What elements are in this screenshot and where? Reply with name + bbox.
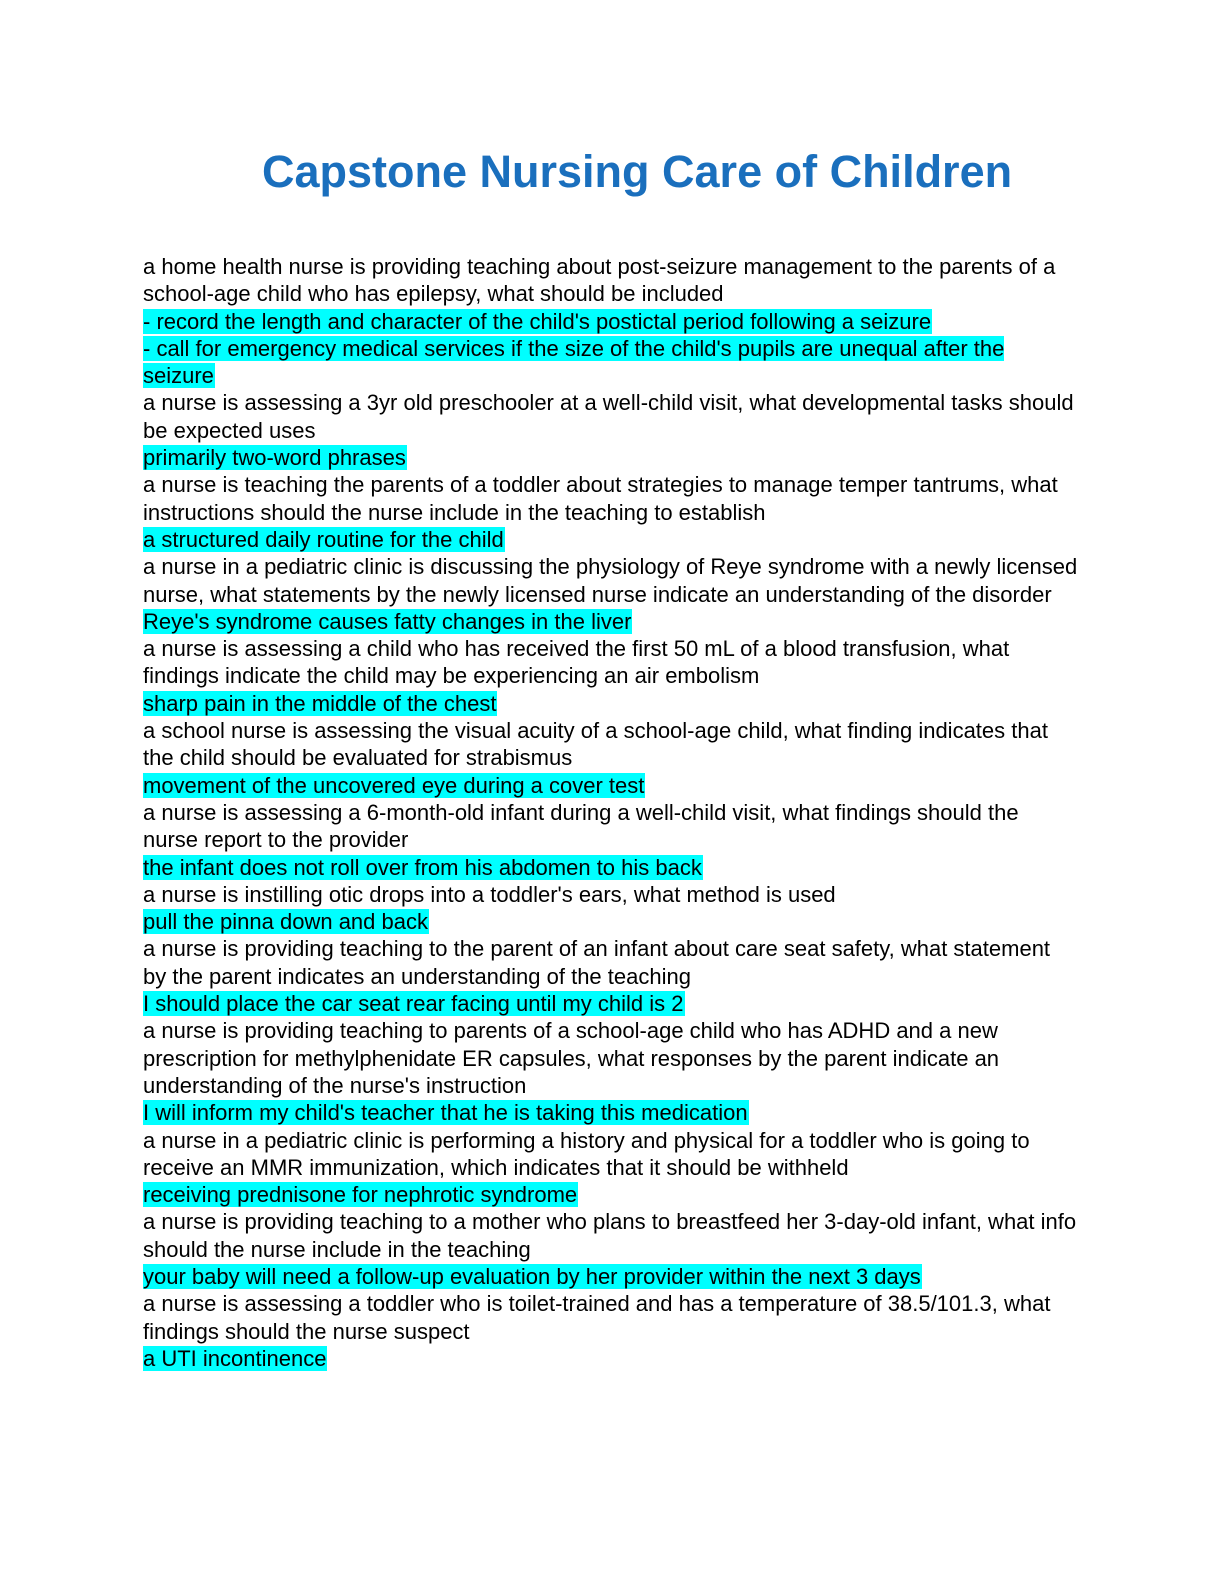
question-text: a home health nurse is providing teaching about post-seizure management to the parents of a school-age child who has epilepsy, what should be included bbox=[143, 254, 1056, 307]
question-text: a nurse is assessing a 3yr old preschooler at a well-child visit, what developmental tasks should be expected uses bbox=[143, 390, 1074, 443]
qa-item bbox=[143, 881, 1078, 936]
question-text: a nurse is teaching the parents of a toddler about strategies to manage temper tantrums, what instructions should the nurse include in the teaching to establish bbox=[143, 472, 1058, 525]
qa-item bbox=[143, 1017, 1078, 1126]
highlighted-answer: Reye's syndrome causes fatty changes in the liver bbox=[143, 608, 632, 634]
highlighted-answer: I should place the car seat rear facing until my child is 2 bbox=[143, 991, 684, 1017]
qa-item bbox=[143, 253, 1078, 389]
highlighted-answer: receiving prednisone for nephrotic syndrome bbox=[143, 1182, 578, 1208]
question-text: a nurse is assessing a 6-month-old infant during a well-child visit, what findings should the nurse report to the provider bbox=[143, 799, 1019, 853]
qa-item bbox=[143, 717, 1078, 799]
highlighted-answer: the infant does not roll over from his abdomen to his back bbox=[143, 854, 702, 880]
highlighted-answer: movement of the uncovered eye during a cover test bbox=[143, 772, 645, 798]
question-text: a nurse is assessing a child who has received the first 50 mL of a blood transfusion, what findings indicate the child may be experiencing an air embolism bbox=[143, 636, 1010, 689]
highlighted-answer: sharp pain in the middle of the chest bbox=[143, 690, 497, 716]
question-text: a school nurse is assessing the visual acuity of a school-age child, what finding indicates that the child should be evaluated for strabismus bbox=[143, 718, 1048, 771]
answer-line bbox=[143, 1263, 1078, 1290]
highlighted-answer: your baby will need a follow-up evaluation by her provider within the next 3 days bbox=[143, 1263, 921, 1289]
question-text: a nurse in a pediatric clinic is discussing the physiology of Reye syndrome with a newly licensed nurse, what statements by the newly licensed nurse indicate an understanding of the disorder bbox=[143, 554, 1078, 607]
question-text: a nurse is providing teaching to parents of a school-age child who has ADHD and a new prescription for methylphenidate ER capsules, what responses by the parent indicate an understanding of the nurse's instruction bbox=[143, 1018, 1000, 1098]
qa-item bbox=[143, 935, 1078, 1017]
answer-line bbox=[143, 308, 1078, 335]
answer-line bbox=[143, 990, 1078, 1017]
highlighted-answer: primarily two-word phrases bbox=[143, 445, 406, 471]
qa-item bbox=[143, 471, 1078, 553]
qa-item bbox=[143, 1127, 1078, 1209]
answer-line bbox=[143, 854, 1078, 881]
answer-line bbox=[143, 526, 1078, 553]
answer-line bbox=[143, 335, 1078, 390]
qa-item bbox=[143, 1208, 1078, 1290]
answer-line bbox=[143, 690, 1078, 717]
answer-line bbox=[143, 1345, 1078, 1372]
question-text: a nurse is providing teaching to a mother who plans to breastfeed her 3-day-old infant, what info should the nurse include in the teaching bbox=[143, 1209, 1077, 1262]
qa-list bbox=[143, 253, 1078, 1372]
qa-item bbox=[143, 553, 1078, 635]
question-text: a nurse is assessing a toddler who is toilet-trained and has a temperature of 38.5/101.3, what findings should the nurse suspect bbox=[143, 1291, 1051, 1344]
highlighted-answer: pull the pinna down and back bbox=[143, 909, 428, 935]
highlighted-answer: a UTI incontinence bbox=[143, 1345, 327, 1371]
qa-item bbox=[143, 635, 1078, 717]
question-text: a nurse is instilling otic drops into a toddler's ears, what method is used bbox=[143, 881, 836, 907]
answer-line bbox=[143, 1181, 1078, 1208]
qa-item bbox=[143, 389, 1078, 471]
answer-line bbox=[143, 1099, 1078, 1126]
qa-item bbox=[143, 799, 1078, 881]
highlighted-answer: - record the length and character of the child's postictal period following a seizure bbox=[143, 308, 932, 334]
highlighted-answer: I will inform my child's teacher that he is taking this medication bbox=[143, 1100, 748, 1126]
answer-line bbox=[143, 444, 1078, 471]
answer-line bbox=[143, 608, 1078, 635]
document-title: Capstone Nursing Care of Children bbox=[262, 146, 1013, 197]
highlighted-answer: a structured daily routine for the child bbox=[143, 526, 504, 552]
question-text: a nurse in a pediatric clinic is performing a history and physical for a toddler who is going to receive an MMR immunization, which indicates that it should be withheld bbox=[143, 1127, 1030, 1180]
answer-line bbox=[143, 772, 1078, 799]
highlighted-answer: - call for emergency medical services if the size of the child's pupils are unequal after the seizure bbox=[143, 335, 1005, 389]
answer-line bbox=[143, 908, 1078, 935]
question-text: a nurse is providing teaching to the parent of an infant about care seat safety, what statement by the parent indicates an understanding of the teaching bbox=[143, 936, 1051, 989]
qa-item bbox=[143, 1290, 1078, 1372]
